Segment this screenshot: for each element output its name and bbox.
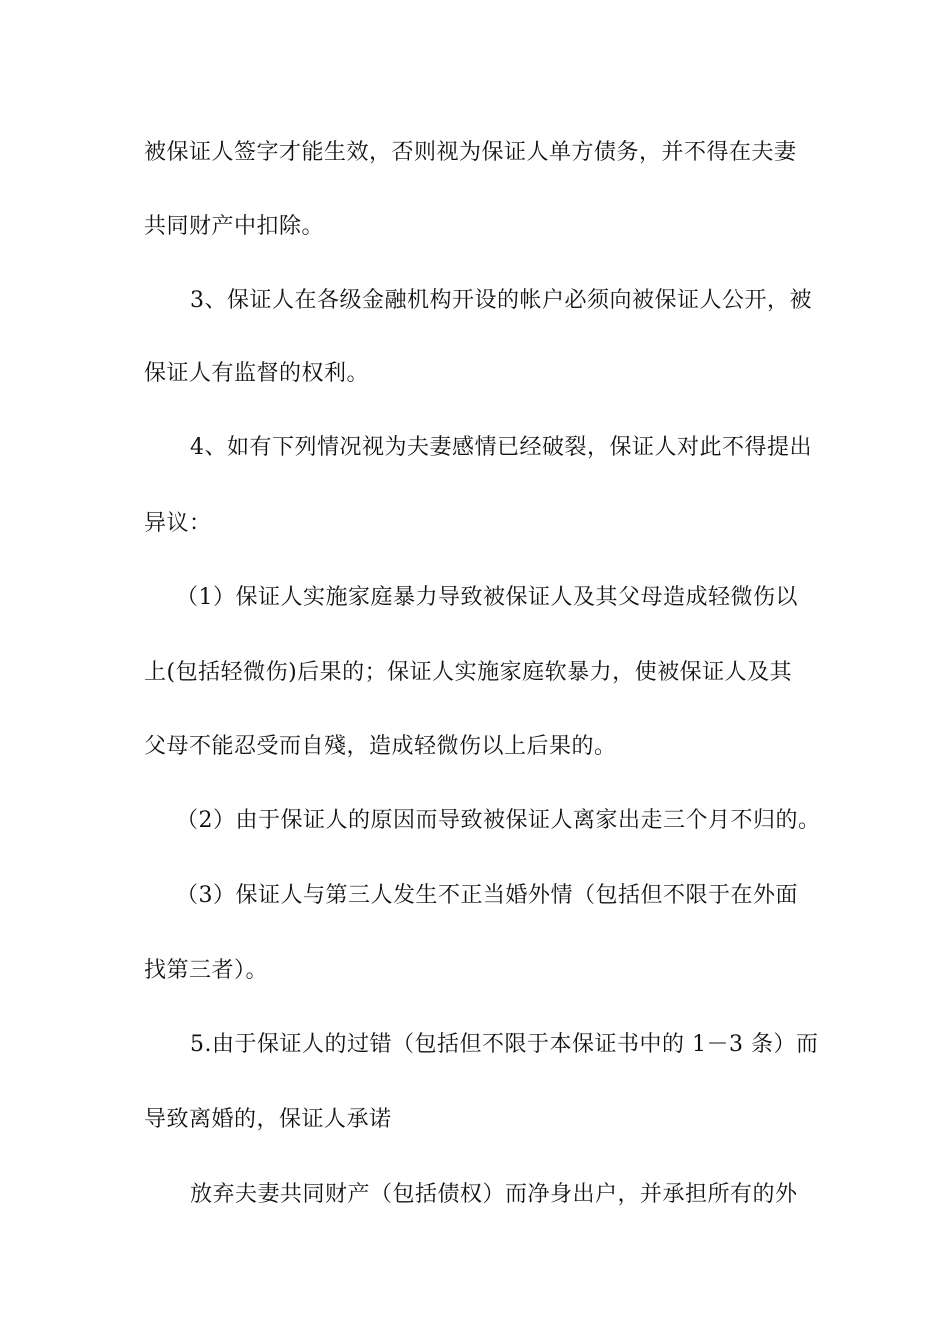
- text-line-7: （1）保证人实施家庭暴力导致被保证人及其父母造成轻微伤以: [176, 585, 798, 610]
- text-line-3: 3、保证人在各级金融机构开设的帐户必须向被保证人公开，被: [190, 288, 812, 313]
- text-line-2: 共同财产中扣除。: [144, 214, 325, 239]
- text-line-10: （2）由于保证人的原因而导致被保证人离家出走三个月不归的。: [176, 808, 821, 833]
- text-line-15: 放弃夫妻共同财产（包括债权）而净身出户，并承担所有的外: [190, 1182, 798, 1207]
- text-line-9: 父母不能忍受而自殘，造成轻微伤以上后果的。: [144, 734, 617, 759]
- text-line-13: 5.由于保证人的过错（包括但不限于本保证书中的 1－3 条）而: [190, 1032, 819, 1057]
- text-line-14: 导致离婚的，保证人承诺: [144, 1107, 392, 1132]
- text-line-11: （3）保证人与第三人发生不正当婚外情（包括但不限于在外面: [176, 883, 798, 908]
- text-line-1: 被保证人签字才能生效，否则视为保证人单方债务，并不得在夫妻: [144, 140, 797, 165]
- text-line-12: 找第三者）。: [144, 958, 269, 983]
- text-line-4: 保证人有监督的权利。: [144, 361, 370, 386]
- text-line-8: 上(包括轻微伤)后果的；保证人实施家庭软暴力，使被保证人及其: [144, 660, 793, 685]
- text-line-5: 4、如有下列情况视为夫妻感情已经破裂，保证人对此不得提出: [190, 435, 812, 460]
- text-line-6: 异议：: [144, 511, 212, 536]
